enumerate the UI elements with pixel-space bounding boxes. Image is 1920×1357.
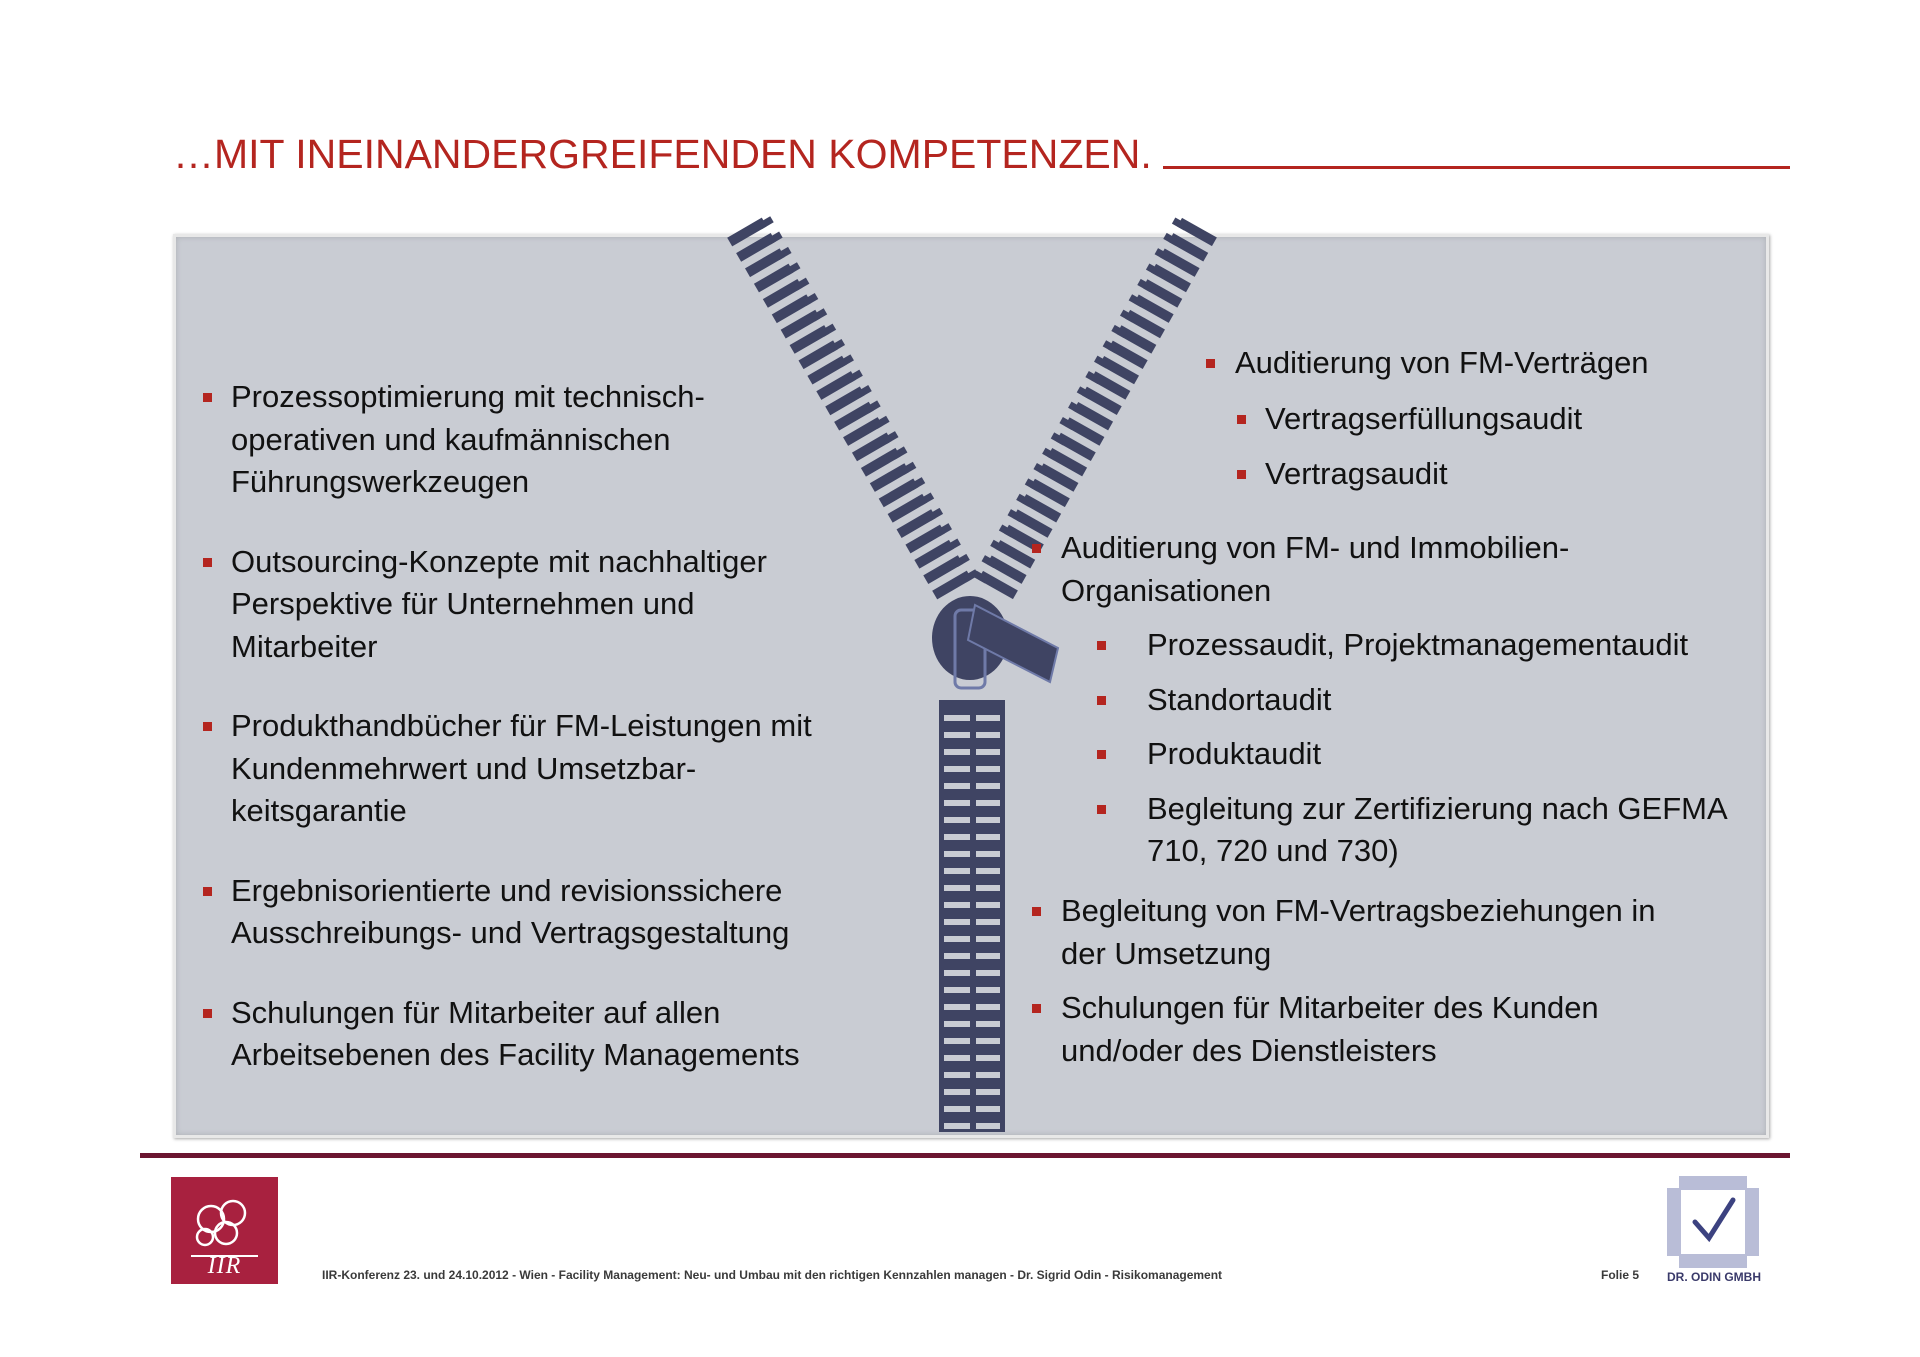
bullet-text: Vertragsaudit [1265,455,1448,491]
bullet-marker-icon [1237,415,1246,424]
bullet-marker-icon [1097,641,1106,650]
zipper-tooth [970,932,976,944]
right-top-list [1235,342,1715,385]
bullet-item [201,870,861,955]
iir-logo-text: IIR [207,1253,242,1279]
iir-monogram-icon [171,1177,278,1257]
odin-company-name: DR. ODIN GMBH [1667,1270,1761,1284]
zipper-tooth [970,1034,976,1046]
bullet-text: Schulungen für Mitarbeiter des Kunden und/oder des Dienstleisters [1061,990,1599,1068]
zipper-tooth [970,711,976,723]
bullet-text: Prozessaudit, Projektmanagementaudit [1147,627,1689,662]
zipper-tooth [970,966,976,978]
zipper-tooth [970,745,976,757]
bullet-item [1097,679,1757,722]
right-mid-sublist [1097,624,1757,873]
zipper-tooth [970,728,976,740]
zipper-slider [932,596,1058,688]
zipper-tooth [970,762,976,774]
bullet-item [1235,398,1715,441]
right-top-sublist [1235,398,1715,495]
bullet-text: Begleitung von FM-Vertragsbeziehungen in der Umsetzung [1061,893,1656,971]
bullet-item [1235,342,1715,385]
zipper-tooth [970,1119,976,1131]
zipper-tooth [970,881,976,893]
bullet-marker-icon [1032,544,1041,553]
zipper-tooth [970,1068,976,1080]
bullet-text: Auditierung von FM-Verträgen [1235,345,1649,380]
bullet-text: Standortaudit [1147,681,1332,717]
bullet-text: Produkthandbücher für FM-Leistungen mit Kundenmehrwert und Umsetzbar- keitsgarantie [231,708,812,828]
bullet-marker-icon [203,1009,212,1018]
slide-number: Folie 5 [1601,1268,1640,1282]
bullet-item [1061,890,1741,975]
bullet-text: Vertragserfüllungsaudit [1265,401,1583,436]
right-bottom-list [1061,890,1741,1072]
zipper-tooth [970,1102,976,1114]
zipper-tooth [970,1085,976,1097]
bullet-item [201,376,861,504]
bullet-item [201,705,861,833]
zipper-tooth [970,915,976,927]
zipper-tooth [970,847,976,859]
bullet-marker-icon [1206,359,1215,368]
zipper-tooth [970,1051,976,1063]
zipper-tooth [970,864,976,876]
bullet-item [201,541,861,669]
bullet-item [201,992,861,1077]
bullet-text: Begleitung zur Zertifizierung nach GEFMA 710, 720 und 730) [1147,790,1728,868]
bullet-item [1097,733,1757,776]
bullet-text: Prozessoptimierung mit technisch- operativen und kaufmännischen Führungswerkzeugen [231,379,705,499]
odin-checkmark-logo-icon [1667,1176,1759,1268]
zipper-tooth [970,898,976,910]
bullet-item [1097,788,1757,873]
zipper-tooth [970,1000,976,1012]
zipper-tooth [970,983,976,995]
bullet-marker-icon [203,722,212,731]
bullet-item [1097,624,1757,667]
bullet-marker-icon [203,558,212,567]
zipper-tooth [970,949,976,961]
bullet-item [1061,987,1741,1072]
bullet-text: Produktaudit [1147,736,1322,771]
bullet-marker-icon [1237,470,1246,479]
bullet-marker-icon [1032,907,1041,916]
bullet-text: Auditierung von FM- und Immobilien- Organisationen [1061,530,1570,608]
bullet-marker-icon [203,887,212,896]
zipper-tooth [970,1017,976,1029]
zipper-tooth [970,830,976,842]
bullet-text: Ergebnisorientierte und revisionssichere Ausschreibungs- und Vertragsgestaltung [231,872,790,950]
bullet-text: Outsourcing-Konzepte mit nachhaltiger Perspektive für Unternehmen und Mitarbeiter [231,543,767,664]
zipper-tooth [970,796,976,808]
bullet-text: Schulungen für Mitarbeiter auf allen Arbeitsebenen des Facility Managements [231,994,800,1072]
slide-title: …MIT INEINANDERGREIFENDEN KOMPETENZEN. [173,131,1152,177]
bullet-marker-icon [1097,750,1106,759]
bullet-marker-icon [1032,1004,1041,1013]
footer-rule [140,1153,1790,1158]
iir-logo [171,1177,278,1284]
bullet-item [1235,453,1715,496]
bullet-marker-icon [203,393,212,402]
zipper-tooth [970,813,976,825]
bullet-marker-icon [1097,696,1106,705]
footer-conference-line: IIR-Konferenz 23. und 24.10.2012 - Wien - Facility Management: Neu- und Umbau mit den richtigen Kennzahlen managen - Dr. Sigrid Odin - Risikomanagement [322,1268,1223,1282]
left-competency-list [201,376,861,1077]
right-mid-list [1061,527,1741,612]
bullet-item [1061,527,1741,612]
zipper-tooth [970,779,976,791]
bullet-marker-icon [1097,805,1106,814]
